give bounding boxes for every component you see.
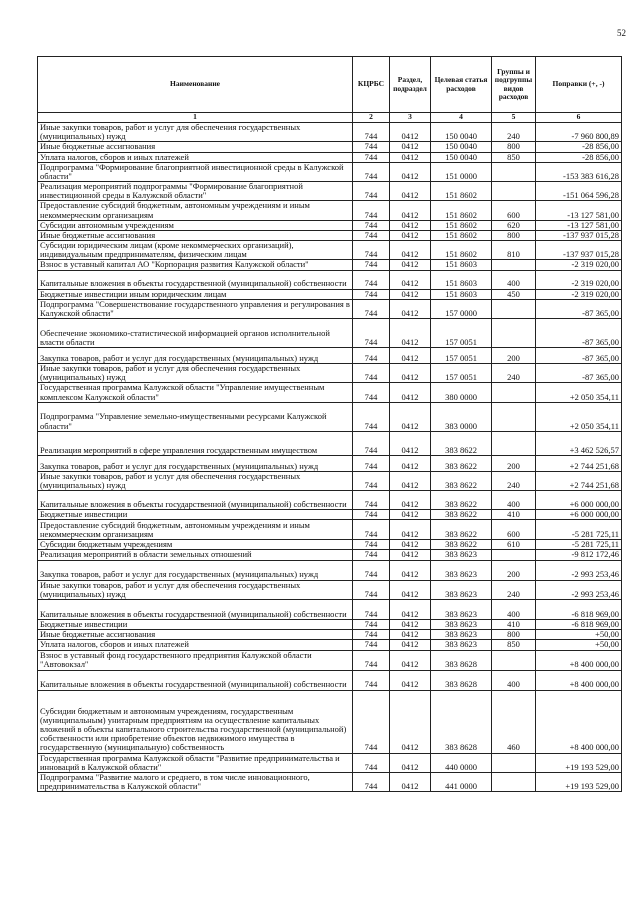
table-row — [38, 319, 622, 348]
row-name: Предоставление субсидий бюджетным, автономным учреждениям и иным некоммерческим организациям — [38, 520, 353, 540]
column-number: 6 — [536, 113, 622, 123]
row-target-article: 441 0000 — [431, 772, 492, 791]
row-section: 0412 — [390, 201, 431, 220]
row-name: Подпрограмма "Совершенствование государственного управления и регулирования в Калужской области" — [38, 299, 353, 318]
row-kcrbs: 744 — [353, 540, 390, 550]
row-target-article: 383 8628 — [431, 670, 492, 690]
header-kcrbs: КЦРБС — [353, 57, 390, 113]
row-expense-group: 240 — [492, 123, 536, 142]
row-kcrbs: 744 — [353, 241, 390, 260]
row-target-article: 151 8602 — [431, 241, 492, 260]
row-target-article: 383 8622 — [431, 510, 492, 520]
row-name: Иные бюджетные ассигнования — [38, 230, 353, 240]
header-name: Наименование — [38, 57, 353, 113]
row-kcrbs: 744 — [353, 289, 390, 299]
row-amendment-amount: +2 744 251,68 — [536, 455, 622, 471]
row-amendment-amount: -2 319 020,00 — [536, 289, 622, 299]
row-kcrbs: 744 — [353, 162, 390, 181]
table-row — [38, 510, 622, 520]
row-name: Иные закупки товаров, работ и услуг для обеспечения государственных (муниципальных) нужд — [38, 123, 353, 142]
row-name: Реализация мероприятий подпрограммы "Формирование благоприятной инвестиционной среды в Калужской области" — [38, 182, 353, 201]
header-amendments: Поправки (+, -) — [536, 57, 622, 113]
row-expense-group — [492, 550, 536, 560]
table-row — [38, 402, 622, 431]
row-kcrbs: 744 — [353, 670, 390, 690]
row-amendment-amount: -87 365,00 — [536, 299, 622, 318]
row-amendment-amount: -87 365,00 — [536, 319, 622, 348]
row-section: 0412 — [390, 599, 431, 619]
row-kcrbs: 744 — [353, 753, 390, 772]
row-expense-group: 400 — [492, 599, 536, 619]
row-target-article: 150 0040 — [431, 152, 492, 162]
row-section: 0412 — [390, 402, 431, 431]
row-kcrbs: 744 — [353, 152, 390, 162]
table-row — [38, 431, 622, 455]
row-kcrbs: 744 — [353, 319, 390, 348]
row-target-article: 383 8622 — [431, 491, 492, 510]
row-section: 0412 — [390, 230, 431, 240]
row-target-article: 151 8602 — [431, 201, 492, 220]
table-header-row — [38, 57, 622, 113]
row-amendment-amount: +8 400 000,00 — [536, 650, 622, 670]
row-kcrbs: 744 — [353, 270, 390, 289]
row-amendment-amount: +6 000 000,00 — [536, 510, 622, 520]
row-expense-group — [492, 431, 536, 455]
row-target-article: 383 8622 — [431, 455, 492, 471]
row-name: Бюджетные инвестиции иным юридическим лицам — [38, 289, 353, 299]
row-target-article: 383 8622 — [431, 431, 492, 455]
row-name: Подпрограмма "Управление земельно-имущественными ресурсами Калужской области" — [38, 402, 353, 431]
row-expense-group — [492, 260, 536, 270]
row-expense-group: 410 — [492, 619, 536, 629]
row-kcrbs: 744 — [353, 491, 390, 510]
row-section: 0412 — [390, 560, 431, 580]
row-target-article: 383 0000 — [431, 402, 492, 431]
row-name: Капитальные вложения в объекты государственной (муниципальной) собственности — [38, 491, 353, 510]
row-kcrbs: 744 — [353, 364, 390, 383]
header-expense-group: Группы и подгруппы видов расходов — [492, 57, 536, 113]
row-expense-group: 410 — [492, 510, 536, 520]
row-amendment-amount: -151 064 596,28 — [536, 182, 622, 201]
row-expense-group: 800 — [492, 142, 536, 152]
row-kcrbs: 744 — [353, 348, 390, 364]
row-kcrbs: 744 — [353, 640, 390, 650]
table-row — [38, 123, 622, 142]
row-name: Иные закупки товаров, работ и услуг для обеспечения государственных (муниципальных) нужд — [38, 471, 353, 490]
row-section: 0412 — [390, 123, 431, 142]
row-amendment-amount: +2 050 354,11 — [536, 402, 622, 431]
row-amendment-amount: -5 281 725,11 — [536, 540, 622, 550]
header-target-article: Целевая статья расходов — [431, 57, 492, 113]
table-row — [38, 560, 622, 580]
table-row — [38, 599, 622, 619]
row-name: Подпрограмма "Развитие малого и среднего, в том числе инновационного, предпринимательства в Калужской области" — [38, 772, 353, 791]
row-section: 0412 — [390, 471, 431, 490]
column-number: 2 — [353, 113, 390, 123]
column-number: 5 — [492, 113, 536, 123]
row-name: Капитальные вложения в объекты государственной (муниципальной) собственности — [38, 270, 353, 289]
row-expense-group — [492, 753, 536, 772]
row-name: Иные закупки товаров, работ и услуг для обеспечения государственных (муниципальных) нужд — [38, 580, 353, 599]
row-name: Иные бюджетные ассигнования — [38, 142, 353, 152]
row-section: 0412 — [390, 455, 431, 471]
table-row — [38, 364, 622, 383]
row-section: 0412 — [390, 152, 431, 162]
row-expense-group — [492, 319, 536, 348]
row-kcrbs: 744 — [353, 630, 390, 640]
row-section: 0412 — [390, 550, 431, 560]
row-name: Обеспечение экономико-статистической информацией органов исполнительной власти области — [38, 319, 353, 348]
row-target-article: 383 8628 — [431, 650, 492, 670]
row-amendment-amount: +19 193 529,00 — [536, 753, 622, 772]
row-name: Взнос в уставный капитал АО "Корпорация развития Калужской области" — [38, 260, 353, 270]
row-expense-group: 800 — [492, 630, 536, 640]
table-row — [38, 630, 622, 640]
row-kcrbs: 744 — [353, 619, 390, 629]
budget-amendments-table — [37, 56, 622, 792]
row-section: 0412 — [390, 640, 431, 650]
row-name: Бюджетные инвестиции — [38, 510, 353, 520]
row-target-article: 383 8622 — [431, 471, 492, 490]
row-target-article: 383 8623 — [431, 640, 492, 650]
table-row — [38, 299, 622, 318]
table-row — [38, 690, 622, 753]
table-row — [38, 142, 622, 152]
row-kcrbs: 744 — [353, 220, 390, 230]
table-row — [38, 540, 622, 550]
row-kcrbs: 744 — [353, 772, 390, 791]
table-row — [38, 471, 622, 490]
row-kcrbs: 744 — [353, 580, 390, 599]
row-amendment-amount: +2 050 354,11 — [536, 383, 622, 402]
row-expense-group — [492, 162, 536, 181]
row-name: Капитальные вложения в объекты государственной (муниципальной) собственности — [38, 670, 353, 690]
table-row — [38, 182, 622, 201]
row-name: Государственная программа Калужской области "Развитие предпринимательства и инноваций в Калужской области" — [38, 753, 353, 772]
row-name: Субсидии юридическим лицам (кроме некоммерческих организаций), индивидуальным предпринимателям, физическим лицам — [38, 241, 353, 260]
row-name: Уплата налогов, сборов и иных платежей — [38, 640, 353, 650]
row-section: 0412 — [390, 270, 431, 289]
row-kcrbs: 744 — [353, 201, 390, 220]
row-section: 0412 — [390, 182, 431, 201]
row-target-article: 151 8602 — [431, 230, 492, 240]
table-row — [38, 152, 622, 162]
table-row — [38, 455, 622, 471]
row-expense-group: 240 — [492, 471, 536, 490]
row-amendment-amount: -6 818 969,00 — [536, 599, 622, 619]
row-target-article: 383 8628 — [431, 690, 492, 753]
table-row — [38, 201, 622, 220]
row-amendment-amount: -137 937 015,28 — [536, 230, 622, 240]
row-expense-group: 610 — [492, 540, 536, 550]
row-expense-group: 600 — [492, 520, 536, 540]
row-section: 0412 — [390, 220, 431, 230]
row-section: 0412 — [390, 364, 431, 383]
row-target-article: 383 8623 — [431, 630, 492, 640]
row-name: Реализация мероприятий в области земельных отношений — [38, 550, 353, 560]
column-numbers-row — [38, 113, 622, 123]
row-section: 0412 — [390, 520, 431, 540]
row-amendment-amount: +6 000 000,00 — [536, 491, 622, 510]
row-kcrbs: 744 — [353, 299, 390, 318]
table-row — [38, 260, 622, 270]
page-number: 52 — [617, 28, 626, 38]
table-row — [38, 162, 622, 181]
row-expense-group: 400 — [492, 670, 536, 690]
row-section: 0412 — [390, 772, 431, 791]
row-target-article: 383 8622 — [431, 540, 492, 550]
table-row — [38, 619, 622, 629]
row-expense-group: 200 — [492, 560, 536, 580]
row-amendment-amount: -2 319 020,00 — [536, 270, 622, 289]
row-expense-group — [492, 772, 536, 791]
row-amendment-amount: -28 856,00 — [536, 142, 622, 152]
row-kcrbs: 744 — [353, 520, 390, 540]
row-amendment-amount: +3 462 526,57 — [536, 431, 622, 455]
row-target-article: 151 8602 — [431, 220, 492, 230]
row-expense-group: 850 — [492, 640, 536, 650]
row-target-article: 151 8602 — [431, 182, 492, 201]
row-amendment-amount: -6 818 969,00 — [536, 619, 622, 629]
row-name: Иные закупки товаров, работ и услуг для обеспечения государственных (муниципальных) нужд — [38, 364, 353, 383]
row-kcrbs: 744 — [353, 471, 390, 490]
row-section: 0412 — [390, 510, 431, 520]
row-name: Закупка товаров, работ и услуг для государственных (муниципальных) нужд — [38, 560, 353, 580]
row-name: Субсидии бюджетным учреждениям — [38, 540, 353, 550]
row-amendment-amount: -87 365,00 — [536, 364, 622, 383]
column-number: 3 — [390, 113, 431, 123]
row-name: Подпрограмма "Формирование благоприятной инвестиционной среды в Калужской области" — [38, 162, 353, 181]
row-name: Реализация мероприятий в сфере управления государственным имуществом — [38, 431, 353, 455]
row-expense-group: 810 — [492, 241, 536, 260]
row-expense-group — [492, 299, 536, 318]
row-section: 0412 — [390, 491, 431, 510]
row-amendment-amount: -2 319 020,00 — [536, 260, 622, 270]
row-kcrbs: 744 — [353, 230, 390, 240]
table-row — [38, 640, 622, 650]
table-row — [38, 289, 622, 299]
row-expense-group — [492, 402, 536, 431]
row-section: 0412 — [390, 431, 431, 455]
row-section: 0412 — [390, 241, 431, 260]
row-amendment-amount: -5 281 725,11 — [536, 520, 622, 540]
table-row — [38, 520, 622, 540]
row-kcrbs: 744 — [353, 402, 390, 431]
row-target-article: 151 8603 — [431, 260, 492, 270]
table-row — [38, 241, 622, 260]
row-target-article: 151 8603 — [431, 289, 492, 299]
table-row — [38, 580, 622, 599]
row-target-article: 383 8623 — [431, 599, 492, 619]
table-row — [38, 670, 622, 690]
row-section: 0412 — [390, 619, 431, 629]
row-name: Капитальные вложения в объекты государственной (муниципальной) собственности — [38, 599, 353, 619]
row-section: 0412 — [390, 690, 431, 753]
row-section: 0412 — [390, 289, 431, 299]
row-expense-group: 800 — [492, 230, 536, 240]
row-amendment-amount: -28 856,00 — [536, 152, 622, 162]
row-kcrbs: 744 — [353, 560, 390, 580]
row-section: 0412 — [390, 299, 431, 318]
row-kcrbs: 744 — [353, 510, 390, 520]
row-amendment-amount: -13 127 581,00 — [536, 220, 622, 230]
table-row — [38, 270, 622, 289]
row-target-article: 383 8623 — [431, 619, 492, 629]
row-target-article: 157 0051 — [431, 319, 492, 348]
row-expense-group: 850 — [492, 152, 536, 162]
row-expense-group — [492, 650, 536, 670]
row-expense-group: 400 — [492, 491, 536, 510]
row-expense-group: 240 — [492, 580, 536, 599]
table-row — [38, 650, 622, 670]
row-expense-group: 200 — [492, 348, 536, 364]
row-target-article: 383 8623 — [431, 560, 492, 580]
row-section: 0412 — [390, 630, 431, 640]
row-amendment-amount: -137 937 015,28 — [536, 241, 622, 260]
row-kcrbs: 744 — [353, 455, 390, 471]
row-name: Закупка товаров, работ и услуг для государственных (муниципальных) нужд — [38, 455, 353, 471]
row-section: 0412 — [390, 348, 431, 364]
table-row — [38, 220, 622, 230]
row-amendment-amount: -13 127 581,00 — [536, 201, 622, 220]
row-kcrbs: 744 — [353, 599, 390, 619]
row-expense-group — [492, 383, 536, 402]
table-row — [38, 383, 622, 402]
row-kcrbs: 744 — [353, 142, 390, 152]
row-name: Субсидии автономным учреждениям — [38, 220, 353, 230]
row-name: Субсидии бюджетным и автономным учреждениям, государственным (муниципальным) унитарным предприятиям на осуществление капитальных вложений в объекты капитального строительства государственной (муниципальной) собственности или приобретение объектов недвижимого имущества в государственную (муниципальную) собственность — [38, 690, 353, 753]
row-target-article: 150 0040 — [431, 123, 492, 142]
row-target-article: 151 8603 — [431, 270, 492, 289]
row-name: Взнос в уставный фонд государственного предприятия Калужской области "Автовокзал" — [38, 650, 353, 670]
row-kcrbs: 744 — [353, 550, 390, 560]
row-section: 0412 — [390, 650, 431, 670]
row-kcrbs: 744 — [353, 690, 390, 753]
row-expense-group: 460 — [492, 690, 536, 753]
row-expense-group: 600 — [492, 201, 536, 220]
table-row — [38, 348, 622, 364]
row-section: 0412 — [390, 580, 431, 599]
row-target-article: 150 0040 — [431, 142, 492, 152]
row-expense-group — [492, 182, 536, 201]
table-row — [38, 550, 622, 560]
row-amendment-amount: -87 365,00 — [536, 348, 622, 364]
row-name: Уплата налогов, сборов и иных платежей — [38, 152, 353, 162]
row-target-article: 380 0000 — [431, 383, 492, 402]
row-target-article: 157 0051 — [431, 348, 492, 364]
column-number: 4 — [431, 113, 492, 123]
row-amendment-amount: +8 400 000,00 — [536, 670, 622, 690]
row-expense-group: 620 — [492, 220, 536, 230]
row-expense-group: 450 — [492, 289, 536, 299]
row-amendment-amount: -7 960 800,89 — [536, 123, 622, 142]
row-kcrbs: 744 — [353, 383, 390, 402]
row-kcrbs: 744 — [353, 650, 390, 670]
row-target-article: 157 0051 — [431, 364, 492, 383]
row-kcrbs: 744 — [353, 123, 390, 142]
row-kcrbs: 744 — [353, 260, 390, 270]
row-section: 0412 — [390, 670, 431, 690]
row-name: Закупка товаров, работ и услуг для государственных (муниципальных) нужд — [38, 348, 353, 364]
row-amendment-amount: +8 400 000,00 — [536, 690, 622, 753]
row-expense-group: 200 — [492, 455, 536, 471]
table-row — [38, 491, 622, 510]
row-amendment-amount: -2 993 253,46 — [536, 580, 622, 599]
row-section: 0412 — [390, 260, 431, 270]
table-row — [38, 772, 622, 791]
row-target-article: 383 8622 — [431, 520, 492, 540]
row-amendment-amount: +2 744 251,68 — [536, 471, 622, 490]
row-name: Бюджетные инвестиции — [38, 619, 353, 629]
row-amendment-amount: -153 383 616,28 — [536, 162, 622, 181]
row-section: 0412 — [390, 753, 431, 772]
row-target-article: 151 0000 — [431, 162, 492, 181]
table-row — [38, 230, 622, 240]
row-expense-group: 240 — [492, 364, 536, 383]
row-target-article: 383 8623 — [431, 550, 492, 560]
row-target-article: 440 0000 — [431, 753, 492, 772]
row-amendment-amount: +50,00 — [536, 630, 622, 640]
row-amendment-amount: +50,00 — [536, 640, 622, 650]
column-number: 1 — [38, 113, 353, 123]
row-section: 0412 — [390, 383, 431, 402]
row-amendment-amount: -9 812 172,46 — [536, 550, 622, 560]
row-amendment-amount: +19 193 529,00 — [536, 772, 622, 791]
row-section: 0412 — [390, 162, 431, 181]
row-amendment-amount: -2 993 253,46 — [536, 560, 622, 580]
row-name: Иные бюджетные ассигнования — [38, 630, 353, 640]
row-kcrbs: 744 — [353, 431, 390, 455]
row-kcrbs: 744 — [353, 182, 390, 201]
header-section: Раздел, подраздел — [390, 57, 431, 113]
table-row — [38, 753, 622, 772]
row-name: Государственная программа Калужской области "Управление имущественным комплексом Калужской области" — [38, 383, 353, 402]
row-section: 0412 — [390, 142, 431, 152]
row-target-article: 383 8623 — [431, 580, 492, 599]
row-target-article: 157 0000 — [431, 299, 492, 318]
row-expense-group: 400 — [492, 270, 536, 289]
row-name: Предоставление субсидий бюджетным, автономным учреждениям и иным некоммерческим организациям — [38, 201, 353, 220]
row-section: 0412 — [390, 540, 431, 550]
row-section: 0412 — [390, 319, 431, 348]
